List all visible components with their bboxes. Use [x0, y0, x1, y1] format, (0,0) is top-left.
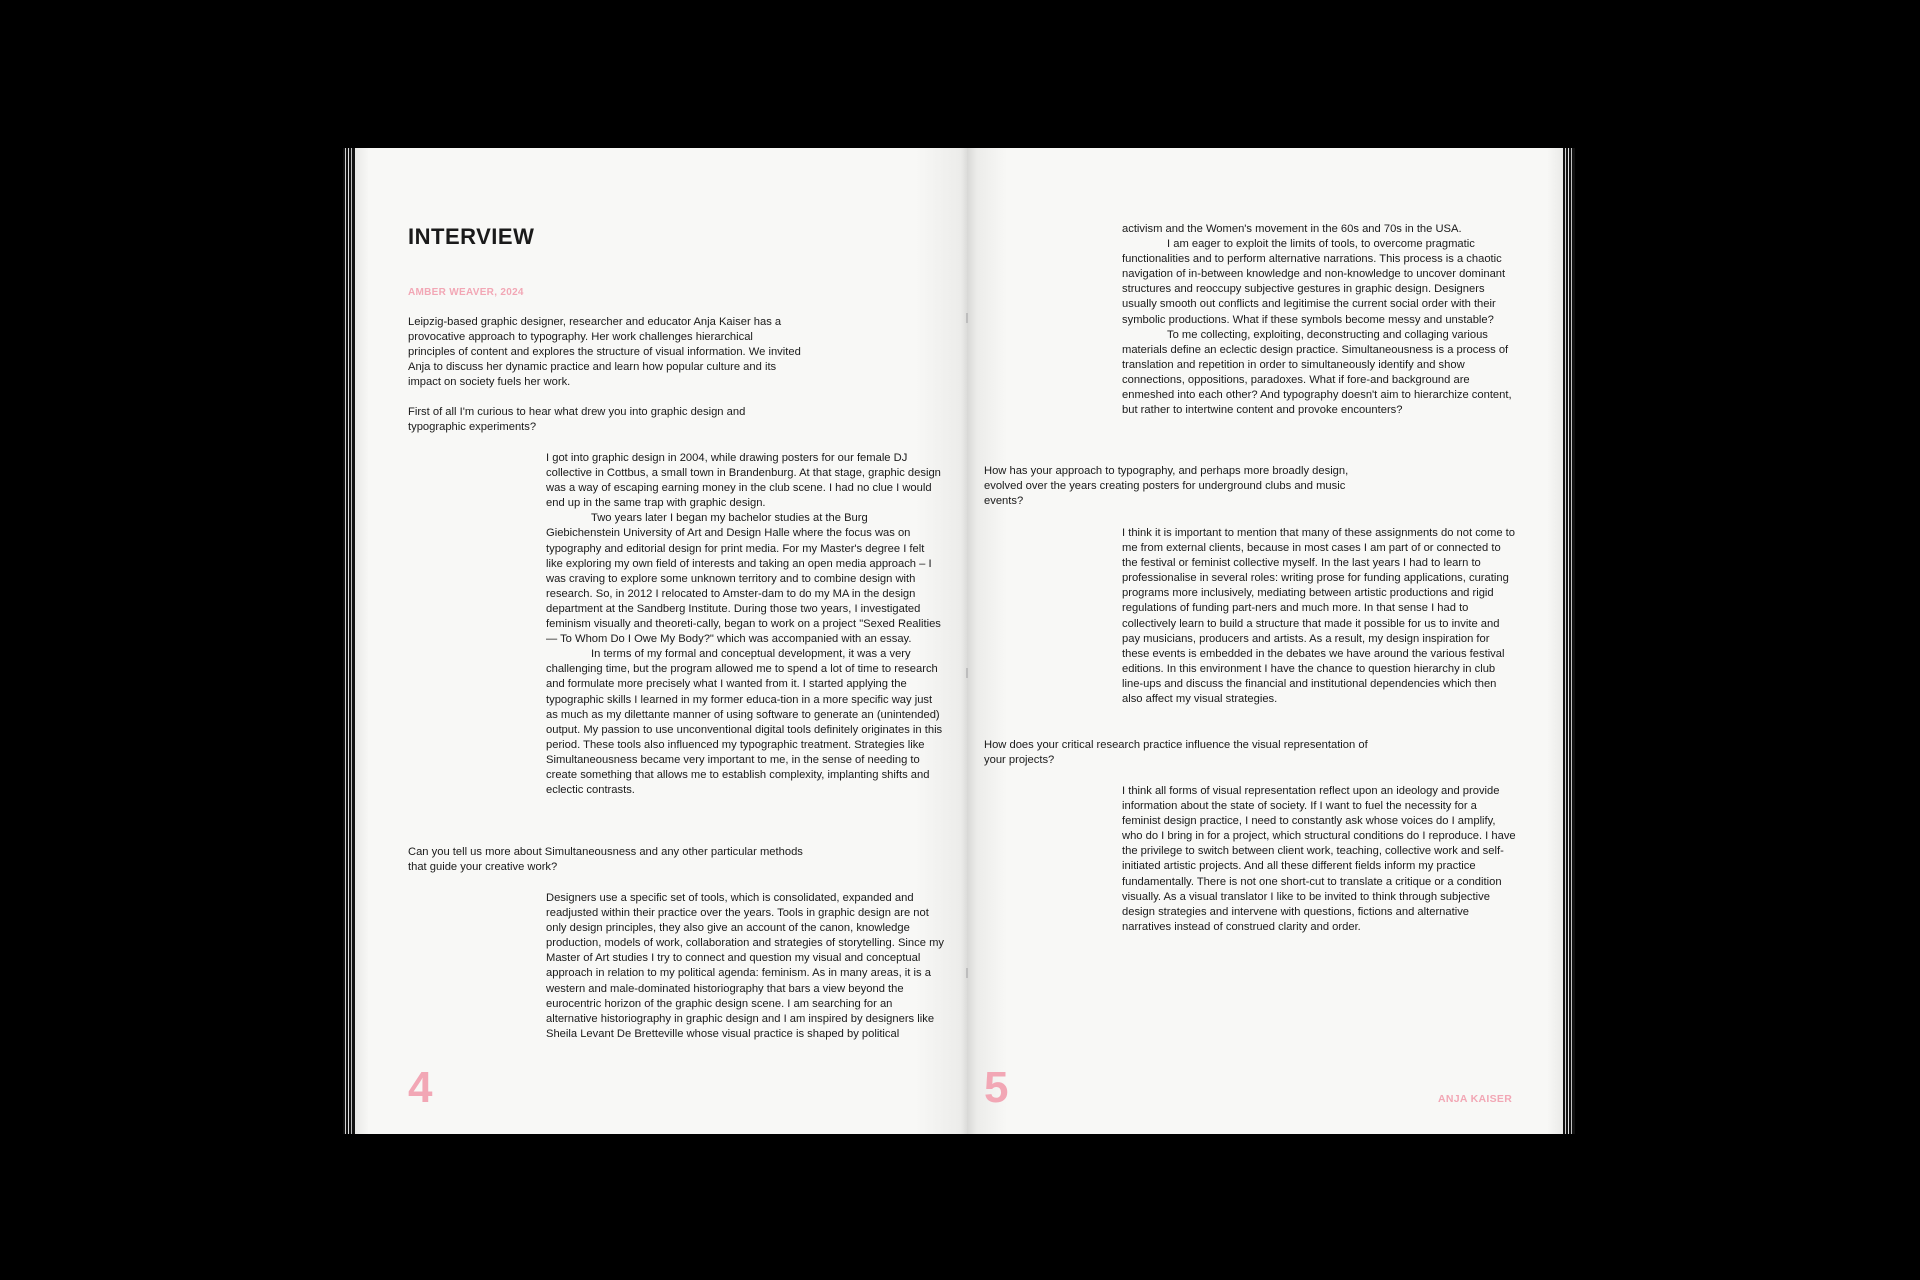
right-page-edge [1563, 148, 1575, 1134]
left-page [355, 148, 967, 1134]
question-1: First of all I'm curious to hear what drew you into graphic design and typographic experiments? [408, 406, 746, 434]
answer-2-cont-para-1: activism and the Women's movement in the 60s and 70s in the USA. [1122, 223, 1462, 235]
answer-2-cont-para-3: To me collecting, exploiting, deconstructing and collaging various materials define an eclectic design practice. Simultaneousness is a process of translation and repetition in order to simultaneously identify and show connections, oppositions, paradoxes. What if fore-and background are enmeshed into each other? And typography doesn't aim to hierarchize content, but rather to intertwine content and provoke encounters? [1122, 328, 1512, 417]
magazine-spread [355, 148, 1563, 1134]
answer-4: I think all forms of visual representation reflect upon an ideology and provide information about the state of society. If I want to fuel the necessity for a feminist design practice, I need to constantly ask whose voices do I amplify, who do I bring in for a project, which structural conditions do I reproduce. I have the privilege to switch between client work, teaching, collective work and self-initiated artistic projects. And all these different fields inform my practice fundamentally. There is not one short-cut to translate a critique or a condition visually. As a visual translator I like to be invited to think through subjective design strategies and intervene with questions, fictions and alternative narratives instead of construed clarity and order. [1122, 785, 1516, 933]
answer-2-continued [1122, 222, 1517, 418]
intro-paragraph: Leipzig-based graphic designer, researcher and educator Anja Kaiser has a provocative approach to typography. Her work challenges hierarchical principles of content and explores the structure of visual information. We invited Anja to discuss her dynamic practice and learn how popular culture and its impact on society fuels her work. [408, 316, 801, 389]
answer-1-para-1: I got into graphic design in 2004, while drawing posters for our female DJ collective in Cottbus, a small town in Brandenburg. At that stage, graphic design was a way of escaping earning money in the club scene. I had no clue I would end up in the same trap with graphic design. [546, 452, 941, 510]
binding-stitch [966, 313, 968, 323]
answer-1-para-3: In terms of my formal and conceptual development, it was a very challenging time, but the program allowed me to spend a lot of time to research and formulate more precisely what I wanted from it. I started applying the typographic skills I learned in my former educa-tion in a more specific way just as much as my dilettante manner of using software to generate an (unintended) output. My passion to use unconventional digital tools definitely originates in this period. These tools also influenced my typographic treatment. Strategies like Simultaneousness became very important to me, in the sense of needing to create something that allows me to establish complexity, implanting shifts and eclectic contrasts. [546, 648, 943, 797]
question-3: How has your approach to typography, and perhaps more broadly design, evolved over the years creating posters for underground clubs and music events? [984, 465, 1349, 508]
right-page [967, 148, 1563, 1134]
byline: AMBER WEAVER, 2024 [408, 287, 524, 298]
question-4: How does your critical research practice influence the visual representation of your projects? [984, 739, 1368, 767]
answer-1-para-2: Two years later I began my bachelor studies at the Burg Giebichenstein University of Art and Design Halle where the focus was on typography and editorial design for print media. For my Master's degree I felt like exploring my own field of interests and taking an open media approach – I was craving to explore some unknown territory and to combine design with research. So, in 2012 I relocated to Amster-dam to do my MA in the design department at the Sandberg Institute. During those two years, I investigated feminism visually and theoreti-cally, began to work on a project "Sexed Realities — To Whom Do I Owe My Body?" which was accompanied with an essay. [546, 512, 941, 646]
page-number-left: 4 [408, 1063, 433, 1112]
binding-stitch [966, 668, 968, 678]
answer-2-cont-para-2: I am eager to exploit the limits of tools, to overcome pragmatic functionalities and to perform alternative narrations. This process is a chaotic navigation of in-between knowledge and non-knowledge to uncover dominant structures and reoccupy subjective gestures in graphic design. Designers usually smooth out conflicts and legitimise the current social order with their symbolic productions. What if these symbols become messy and unstable? [1122, 238, 1506, 326]
question-2: Can you tell us more about Simultaneousness and any other particular methods that guide your creative work? [408, 846, 803, 874]
answer-3: I think it is important to mention that many of these assignments do not come to me from external clients, because in most cases I am part of or connected to the festival or feminist collective myself. In the last years I had to learn to professionalise in several roles: writing prose for funding applications, curating programs more inclusively, mediating between artistic productions and rigid regulations of funding part-ners and much more. In that sense I had to collectively learn to build a structure that made it possible for us to invite and pay musicians, producers and artists. As a result, my design inspiration for these events is embedded in the debates we have around the various festival editions. In this environment I have the chance to question hierarchy in club line-ups and discuss the financial and institutional dependencies which then also affect my visual strategies. [1122, 527, 1516, 706]
binding-stitch [966, 968, 968, 978]
answer-2: Designers use a specific set of tools, which is consolidated, expanded and readjusted within their practice over the years. Tools in graphic design are not only design principles, they also give an account of the canon, knowledge production, models of work, collaboration and strategies of storytelling. Since my Master of Art studies I try to connect and question my visual and conceptual approach in relation to my political agenda: feminism. As in many areas, it is a western and male-dominated historiography that bars a view beyond the eurocentric horizon of the graphic design scene. I am searching for an alternative historiography in graphic design and I am inspired by designers like Sheila Levant De Bretteville whose visual practice is shaped by political [546, 892, 944, 1040]
left-page-edge [343, 148, 355, 1134]
page-title: INTERVIEW [408, 224, 535, 249]
answer-1 [546, 451, 944, 798]
running-head: ANJA KAISER [1438, 1093, 1513, 1105]
page-number-right: 5 [984, 1063, 1009, 1112]
